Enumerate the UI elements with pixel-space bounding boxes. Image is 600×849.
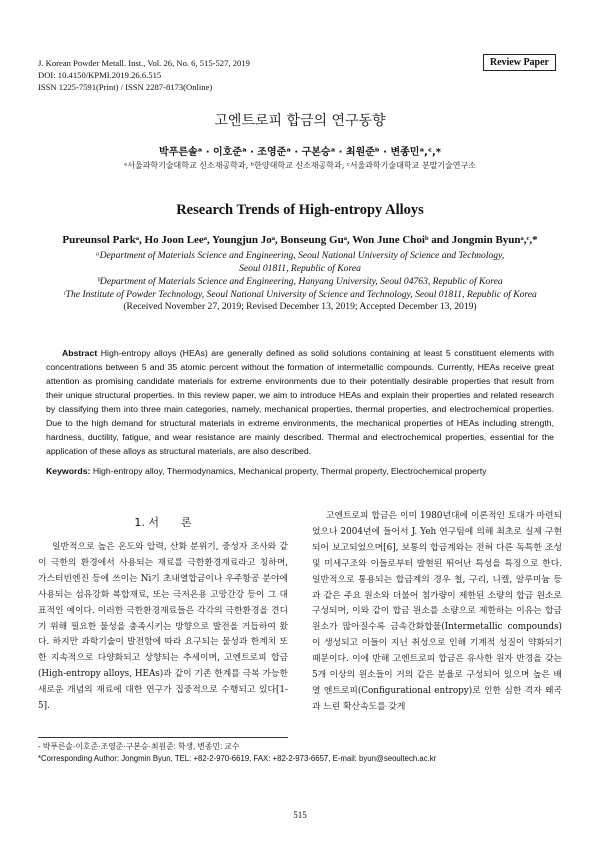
title-korean: 고엔트로피 합금의 연구동향 (214, 113, 386, 129)
abstract (46, 346, 554, 458)
abstract-text: High-entropy alloys (HEAs) are generally defined as solid solutions containing at least 5 constituent elements with concentrations between 5 and 35 atomic percent without the formation of intermetallic compounds. Currently, HEAs receive great attention as promising candidate materials for extreme environments due to their potentially desirable properties that result from their unique structural properties. In this review paper, we aim to introduce HEAs and explain their properties and related research by classifying them into three main categories, namely, mechanical properties, thermal properties, and electrochemical properties. Due to the high demand for structural materials in extreme environments, the mechanical properties of HEAs including strength, hardness, ductility, fatigue, and wear resistance are mainly described. Thermal and electrochemical properties, essential for the application of these alloys as structural materials, are also described. (46, 348, 554, 456)
journal-citation: J. Korean Powder Metall. Inst., Vol. 26, No. 6, 515-527, 2019 (38, 58, 250, 68)
received-dates: (Received November 27, 2019; Revised December 13, 2019; Accepted December 13, 2019) (123, 301, 477, 312)
affiliation-b: ᵇDepartment of Materials Science and Engineering, Hanyang University, Seoul 04763, Republic of Korea (97, 276, 503, 287)
footnotes (38, 741, 436, 765)
abstract-label: Abstract (62, 348, 98, 358)
journal-meta (38, 57, 250, 93)
paper-type-badge: Review Paper (483, 54, 556, 71)
footnote-divider (38, 737, 288, 738)
body-paragraph-right: 고엔트로피 합금은 이미 1980년대에 이론적인 토대가 마련되었으나 2004년에 들어서 J. Yeh 연구팀에 의해 최초로 실제 구현되어 보고되었으며[6], 보통의 합금계와는 전혀 다른 독특한 조성 및 미세구조와 이들로부터 발현된 뛰어난 특성을 특징으로 한다. 일반적으로 통용되는 합금계의 경우 철, 구리, 니켈, 알루미늄 등과 같은 주요 원소와 더불어 첨가량이 제한된 소량의 합금 원소로 구성되며, 이와 같이 합금 원소를 소량으로 제한하는 이유는 합금원소가 많아질수록 금속간화합물(Intermetallic compounds)이 생성되고 이들이 지닌 취성으로 인해 기계적 성질이 약화되기 때문이다. 이에 반해 고엔트로피 합금은 유사한 원자 반경을 갖는 5개 이상의 원소들이 거의 같은 분율로 구성되어 있으며 높은 배열 엔트로피(Configurational entropy)로 인한 심한 격자 왜곡과 느린 확산속도를 갖게 (312, 511, 562, 712)
keywords-text: High-entropy alloy, Thermodynamics, Mechanical property, Thermal property, Electrochemical property (92, 466, 487, 476)
journal-doi: DOI: 10.4150/KPMI.2019.26.6.515 (38, 70, 162, 80)
affiliation-a-line2: Seoul 01811, Republic of Korea (239, 263, 361, 274)
affiliations-korean: ᵃ서울과학기술대학교 신소재공학과, ᵇ한양대학교 신소재공학과, ᶜ서울과학기술대학교 분말기술연구소 (124, 161, 476, 170)
body-paragraph-left: 일반적으로 높은 온도와 압력, 산화 분위기, 중성자 조사와 같이 극한의 환경에서 사용되는 재료를 극한환경재료라고 칭하며, 가스터빈엔진 등에 쓰이는 Ni기 초내열합금이나 우주항공 분야에 사용되는 섬유강화 복합재료, 또는 극저온용 고망간강 등이 그 대표적인 예이다. 이러한 극한환경재료들은 각각의 극한환경을 견디기 위해 필요한 물성을 충족시키는 방향으로 발전을 거듭하여 왔다. 하지만 과학기술이 발전함에 따라 요구되는 물성과 한계치 또한 지속적으로 다양화되고 상향되는 추세이며, 고엔트로피 합금(High-entropy alloys, HEAs)과 같이 기존 한계를 극복 가능한 새로운 개념의 재료에 대한 연구가 집중적으로 수행되고 있다[1-5]. (38, 542, 288, 712)
section-heading-introduction: 1. 서 론 (134, 516, 192, 529)
affiliation-c: ᶜThe Institute of Powder Technology, Seoul National University of Science and Technology, Seoul 01811, Republic of Korea (63, 289, 537, 300)
title-english: Research Trends of High-entropy Alloys (176, 202, 424, 218)
footnote-corresponding-author: *Corresponding Author: Jongmin Byun, TEL: +82-2-970-6619, FAX: +82-2-973-6657, E-mail: byun@seoultech.ac.kr (38, 754, 437, 763)
affiliation-a-line1: ᵃDepartment of Materials Science and Engineering, Seoul National University of Science and Technology, (95, 250, 505, 261)
footnote-author-roles: - 박푸른솔·이호준·조영준·구본승·최원준: 학생, 변종민: 교수 (38, 742, 240, 751)
keywords (46, 466, 554, 476)
authors-english: Pureunsol Parkᵃ, Ho Joon Leeᵃ, Youngjun Joᵃ, Bonseung Guᵃ, Won June Choiᵇ and Jongmin Byunᵃ,ᶜ,* (62, 234, 538, 246)
page-number: 515 (293, 810, 307, 820)
journal-issn: ISSN 1225-7591(Print) / ISSN 2287-8173(Online) (38, 82, 213, 92)
keywords-label: Keywords: (46, 466, 91, 476)
affiliations-english (20, 249, 580, 301)
authors-korean: 박푸른솔ᵃ · 이호준ᵃ · 조영준ᵃ · 구본승ᵃ · 최원준ᵇ · 변종민ᵃ,ᶜ,* (159, 147, 441, 158)
